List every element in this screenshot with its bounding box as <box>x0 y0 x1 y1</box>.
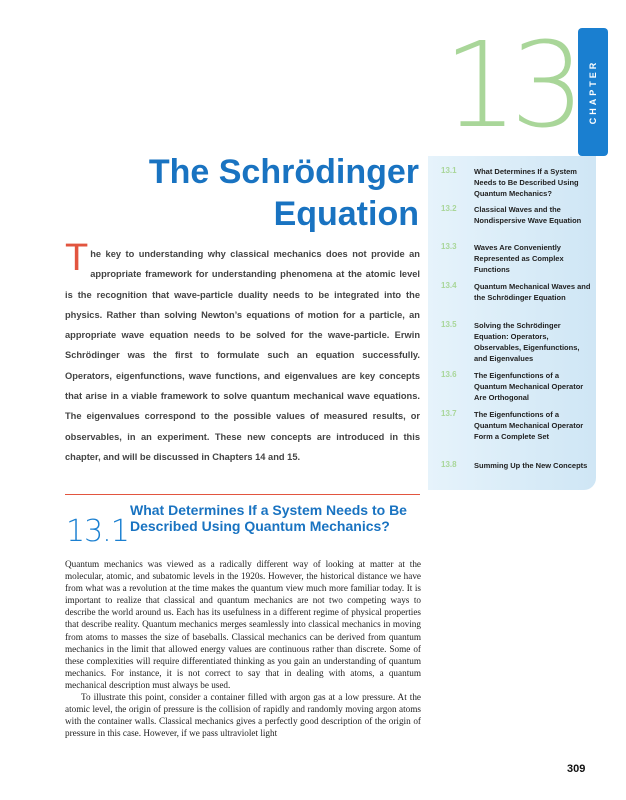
section-number: 13.1 <box>66 514 129 549</box>
toc-item-title: Summing Up the New Concepts <box>474 461 588 470</box>
toc-item-number: 13.6 <box>441 370 457 379</box>
chapter-tab-label: CHAPTER <box>588 59 598 125</box>
toc-item-number: 13.8 <box>441 460 457 469</box>
toc-item-number: 13.3 <box>441 242 457 251</box>
chapter-title-line2: Equation <box>273 195 419 233</box>
chapter-tab <box>578 28 608 156</box>
toc-item-title: What Determines If a System Needs to Be Described Using Quantum Mechanics? <box>474 167 579 198</box>
drop-cap: T <box>65 237 89 279</box>
toc-item-title: Quantum Mechanical Waves and the Schrödinger Equation <box>474 282 591 302</box>
table-of-contents <box>428 156 596 490</box>
toc-item-title: The Eigenfunctions of a Quantum Mechanical Operator Are Orthogonal <box>474 371 584 402</box>
toc-item-number: 13.4 <box>441 281 457 290</box>
toc-item-number: 13.7 <box>441 409 457 418</box>
chapter-introduction <box>65 237 420 467</box>
body-paragraph: To illustrate this point, consider a container filled with argon gas at a low pressure. At the atomic level, the origin of pressure is the collision of rapidly and randomly moving argon atoms with the container walls. Classical mechanics gives a perfectly good description of the origin of pressure in this case. However, if we pass ultraviolet light <box>65 692 421 739</box>
toc-item-number: 13.5 <box>441 320 457 329</box>
chapter-title-line1: The Schrödinger <box>148 153 419 191</box>
section-divider <box>65 494 420 495</box>
section-heading: What Determines If a System Needs to Be Described Using Quantum Mechanics? <box>130 502 407 534</box>
section-body <box>65 558 421 739</box>
toc-item-title: Classical Waves and the Nondispersive Wave Equation <box>474 205 582 225</box>
body-paragraph: Quantum mechanics was viewed as a radically different way of looking at matter at the molecular, atomic, and subatomic levels in the 1920s. However, the historical distance we have from what was a revolution at the time makes the quantum view much more familiar today. It is important to realize that classical and quantum mechanics are not two competing ways to describe the world around us. Each has its usefulness in a different regime of physical properties that describe reality. Quantum mechanics merges seamlessly into classical mechanics in moving from atoms to masses the size of baseballs. Classical mechanics can be derived from quantum mechanics in the limit that allowed energy values are continuous rather than discrete. Some of these complexities will require differentiated thinking as you gain an understanding of quantum mechanics. For instance, it is not correct to say that in dealing with atoms, a quantum mechanical description must always be used. <box>65 559 421 690</box>
toc-item-title: Waves Are Conveniently Represented as Complex Functions <box>474 243 564 274</box>
toc-item-number: 13.2 <box>441 204 457 213</box>
toc-item-title: Solving the Schrödinger Equation: Operators, Observables, Eigenfunctions, and Eigenvalues <box>474 321 580 363</box>
chapter-number: 13 <box>443 16 578 154</box>
toc-item-title: The Eigenfunctions of a Quantum Mechanical Operator Form a Complete Set <box>474 410 584 441</box>
page-number: 309 <box>567 763 586 775</box>
toc-item-number: 13.1 <box>441 166 457 175</box>
intro-text: he key to understanding why classical mechanics does not provide an appropriate framework for understanding phenomena at the atomic level is the recognition that wave-particle duality needs to be integrated into the physics. Rather than solving Newton’s equations of motion for a particle, an appropriate wave equation needs to be solved for the wave-particle. Erwin Schrödinger was the first to formulate such an equation successfully. Operators, eigenfunctions, wave functions, and eigenvalues are key concepts that arise in a viable framework to solve quantum mechanical wave equations. The eigenvalues correspond to the possible values of measured results, or observables, in an experiment. These new concepts are introduced in this chapter, and will be discussed in Chapters 14 and 15. <box>65 249 420 462</box>
